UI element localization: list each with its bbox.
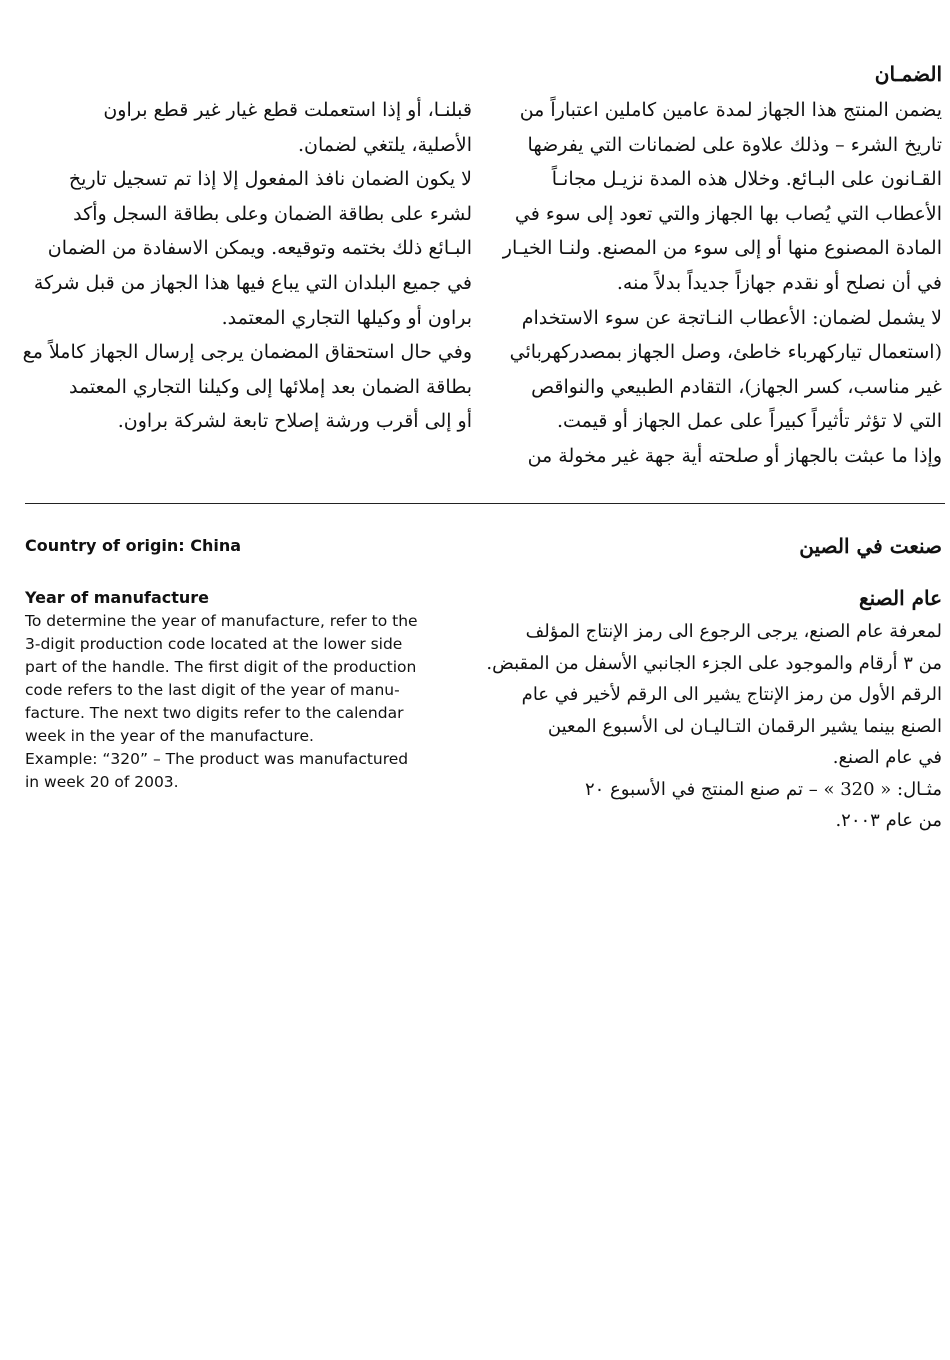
manufacture-body-ar: [486, 616, 942, 837]
text-line: part of the handle. The first digit of the production: [25, 658, 417, 676]
warranty-right-column: [492, 93, 942, 474]
warranty-left-column: [22, 93, 472, 439]
manufacture-heading-en: Year of manufacture: [25, 588, 210, 607]
text-line: code refers to the last digit of the year of manu-: [25, 681, 400, 699]
text-line: لا يكون الضمان نافذ المفعول إلا إذا تم تسجيل تاريخ: [68, 168, 472, 191]
text-line: غير مناسب، كسر الجهاز)، التقادم الطبيعي والنواقص: [531, 375, 942, 398]
text-line: من عام ٢٠٠٣.: [835, 810, 942, 831]
origin-title-en: Country of origin: China: [25, 536, 242, 555]
text-line: لشرء على بطاقة الضمان وعلى بطاقة السجل وأكد: [73, 202, 472, 225]
text-line: يضمن المنتج هذا الجهاز لمدة عامين كاملين اعتباراً من: [519, 99, 942, 121]
text-line: قبلنـا، أو إذا استعملت قطع غيار غير قطع براون: [103, 99, 472, 121]
text-line: تاريخ الشرء – وذلك علاوة على لضمانات التي يفرضها: [527, 133, 942, 156]
text-line: لا يشمل لضمان: الأعطاب النـاتجة عن سوء الاستخدام: [521, 306, 942, 329]
text-line: وإذا ما عبثت بالجهاز أو صلحته أية جهة غير مخولة من: [527, 444, 942, 467]
text-line: facture. The next two digits refer to the calendar: [25, 704, 404, 722]
text-line: في أن نصلح أو نقدم جهازاً جديداً بدلاً منه.: [616, 271, 942, 294]
warranty-title: الضمـان: [874, 62, 942, 86]
text-line: in week 20 of 2003.: [25, 773, 179, 791]
text-line: (استعمال تياركهرباء خاطئ، وصل الجهاز بمصدركهربائي: [509, 341, 942, 364]
text-line: بطاقة الضمان بعد إملائها إلى وكيلنا التجاري المعتمد: [68, 375, 472, 398]
text-line: القـانون على البـائع. وخلال هذه المدة نزيـل مجانـاً: [551, 168, 942, 191]
section-divider: [25, 503, 945, 504]
text-line: week in the year of the manufacture.: [25, 727, 314, 745]
manufacture-heading-ar: عام الصنع: [858, 586, 942, 610]
text-line: التي لا تؤثر تأثيراً كبيراً على عمل الجهاز أو قيمت.: [556, 410, 942, 433]
text-line: الأصلية، يلتغي لضمان.: [297, 133, 472, 156]
text-line: البـائع ذلك بختمه وتوقيعه. ويمكن الاسفادة من الضمان: [47, 237, 472, 260]
text-line: الأعطاب التي يُصاب بها الجهاز والتي تعود إلى سوء في: [514, 202, 942, 225]
text-line: من ٣ أرقام والموجود على الجزء الجانبي الأسفل من المقبض.: [486, 652, 942, 674]
text-line: الصنع بينما يشير الرقمان التـاليـان لى الأسبوع المعين: [547, 715, 942, 737]
text-line: المادة المصنوع منها أو إلى سوء من المصنع. ولنـا الخيـار: [502, 237, 942, 260]
text-line: لمعرفة عام الصنع، يرجى الرجوع الى رمز الإنتاج المؤلف: [525, 621, 942, 642]
text-line: مثـال: « 320 » – تم صنع المنتج في الأسبوع ٢٠: [584, 778, 942, 800]
text-line: الرقم الأول من رمز الإنتاج يشير الى الرقم لأخير في عام: [521, 684, 942, 705]
text-line: براون أو وكيلها التجاري المعتمد.: [221, 306, 472, 329]
text-line: وفي حال استحقاق المضمان يرجى إرسال الجهاز كاملاً مع: [22, 341, 472, 364]
text-line: To determine the year of manufacture, refer to the: [25, 612, 418, 630]
text-line: Example: “320” – The product was manufactured: [25, 750, 409, 768]
text-line: أو إلى أقرب ورشة إصلاح تابعة لشركة براون.: [117, 410, 472, 433]
text-line: 3-digit production code located at the lower side: [25, 635, 403, 653]
origin-title-ar: صنعت في الصين: [799, 534, 942, 558]
text-line: في جميع البلدان التي يباع فيها هذا الجهاز من قبل شركة: [33, 271, 472, 294]
text-line: في عام الصنع.: [832, 747, 942, 768]
manufacture-body-en: [25, 610, 418, 794]
